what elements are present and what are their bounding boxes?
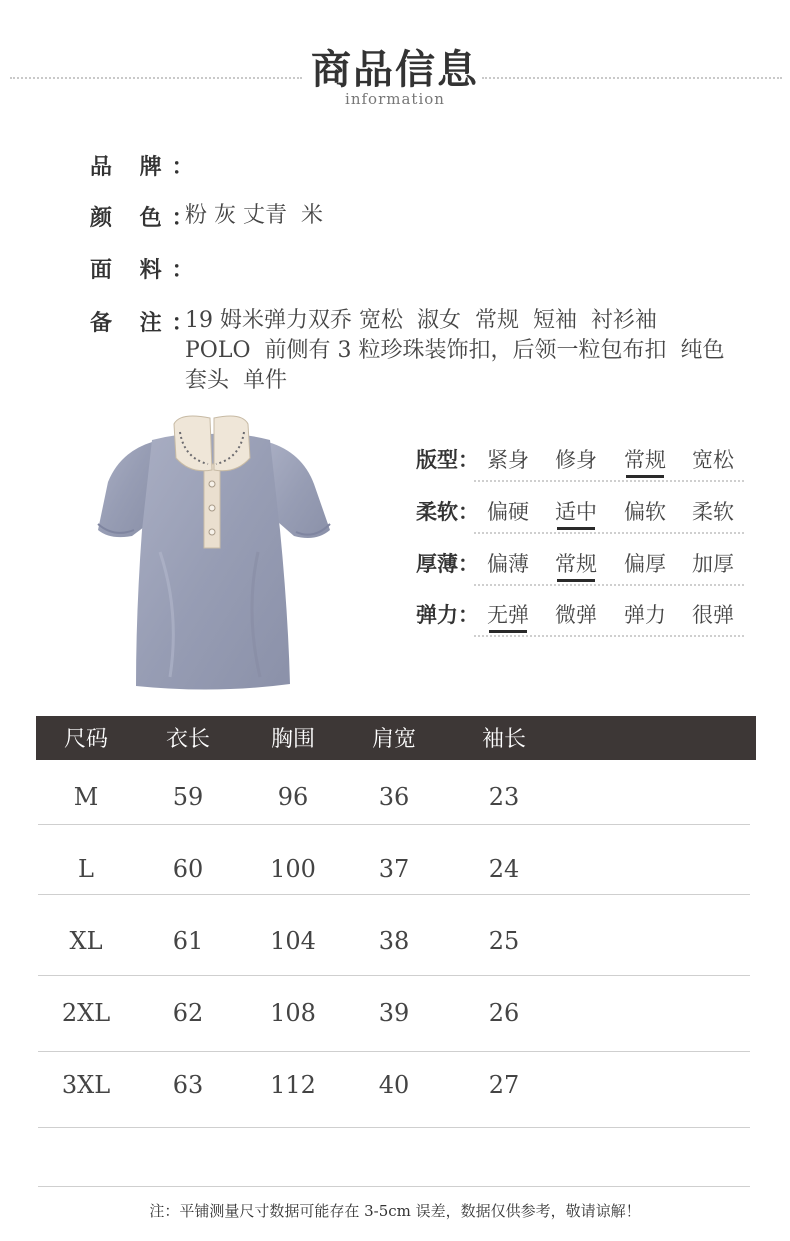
table-cell: 37 bbox=[378, 855, 410, 883]
table-cell: 104 bbox=[270, 927, 316, 955]
table-cell: 27 bbox=[488, 1071, 520, 1099]
table-cell: XL bbox=[69, 927, 103, 955]
table-header-cell: 袖长 bbox=[481, 727, 526, 752]
table-cell: 96 bbox=[277, 783, 309, 811]
selected-option-marker bbox=[626, 475, 664, 478]
table-cell: 3XL bbox=[61, 1071, 111, 1099]
table-header-cell: 尺码 bbox=[63, 727, 108, 752]
attribute-label: 厚薄： bbox=[416, 551, 479, 576]
note-label: 备 注： bbox=[90, 310, 204, 336]
attribute-divider bbox=[474, 480, 744, 482]
attribute-option: 偏软 bbox=[624, 500, 666, 524]
table-cell: 40 bbox=[378, 1071, 410, 1099]
table-cell: 2XL bbox=[61, 999, 111, 1027]
section-title: 商品信息 bbox=[311, 46, 479, 93]
attribute-option: 宽松 bbox=[692, 448, 734, 472]
selected-option-marker bbox=[557, 579, 595, 582]
table-cell: 108 bbox=[270, 999, 316, 1027]
table-cell: 38 bbox=[378, 927, 410, 955]
attribute-label: 柔软： bbox=[416, 499, 479, 524]
selected-option-marker bbox=[557, 527, 595, 530]
attribute-option: 适中 bbox=[555, 500, 597, 524]
row-divider bbox=[38, 894, 750, 895]
section-subtitle: information bbox=[345, 90, 445, 108]
row-divider bbox=[38, 975, 750, 976]
table-cell: 36 bbox=[378, 783, 410, 811]
product-image bbox=[90, 412, 340, 697]
attribute-option: 无弹 bbox=[487, 603, 529, 627]
selected-option-marker bbox=[489, 630, 527, 633]
table-cell: 61 bbox=[172, 927, 204, 955]
table-cell: 24 bbox=[488, 855, 520, 883]
attribute-option: 柔软 bbox=[692, 500, 734, 524]
table-cell: L bbox=[78, 855, 94, 883]
attribute-label: 弹力： bbox=[416, 602, 479, 627]
fabric-label: 面 料： bbox=[90, 257, 204, 283]
table-cell: 60 bbox=[172, 855, 204, 883]
table-header-cell: 衣长 bbox=[165, 727, 210, 752]
footer-divider bbox=[38, 1186, 750, 1187]
table-cell: 59 bbox=[172, 783, 204, 811]
table-cell: M bbox=[73, 783, 99, 811]
row-divider bbox=[38, 1127, 750, 1128]
table-header-cell: 胸围 bbox=[270, 727, 315, 752]
attribute-option: 很弹 bbox=[692, 603, 734, 627]
attribute-option: 偏硬 bbox=[487, 500, 529, 524]
attribute-option: 紧身 bbox=[487, 448, 529, 472]
attribute-option: 加厚 bbox=[692, 552, 734, 576]
footer-note: 注：平铺测量尺寸数据可能存在 3-5cm 误差，数据仅供参考，敬请谅解！ bbox=[149, 1202, 641, 1220]
row-divider bbox=[38, 1051, 750, 1052]
table-cell: 112 bbox=[270, 1071, 316, 1099]
table-cell: 100 bbox=[270, 855, 316, 883]
attribute-option: 修身 bbox=[555, 448, 597, 472]
blouse-icon bbox=[90, 412, 340, 697]
table-cell: 23 bbox=[488, 783, 520, 811]
table-cell: 26 bbox=[488, 999, 520, 1027]
attribute-option: 微弹 bbox=[555, 603, 597, 627]
attribute-option: 常规 bbox=[555, 552, 597, 576]
note-value: 19 姆米弹力双乔 宽松 淑女 常规 短袖 衬衫袖 POLO 前侧有 3 粒珍珠装饰扣，后领一粒包布扣 纯色 套头 单件 bbox=[185, 308, 725, 393]
row-divider bbox=[38, 824, 750, 825]
brand-label: 品 牌： bbox=[90, 154, 204, 180]
attribute-divider bbox=[474, 584, 744, 586]
attribute-label: 版型： bbox=[416, 447, 479, 472]
attribute-divider bbox=[474, 635, 744, 637]
table-cell: 62 bbox=[172, 999, 204, 1027]
color-value: 粉 灰 丈青 米 bbox=[185, 203, 323, 228]
table-cell: 25 bbox=[488, 927, 520, 955]
color-label: 颜 色： bbox=[90, 205, 204, 231]
attribute-option: 偏薄 bbox=[487, 552, 529, 576]
table-cell: 39 bbox=[378, 999, 410, 1027]
table-cell: 63 bbox=[172, 1071, 204, 1099]
table-header-cell: 肩宽 bbox=[371, 727, 416, 752]
attribute-option: 常规 bbox=[624, 448, 666, 472]
attribute-option: 偏厚 bbox=[624, 552, 666, 576]
attribute-option: 弹力 bbox=[624, 603, 666, 627]
attribute-divider bbox=[474, 532, 744, 534]
